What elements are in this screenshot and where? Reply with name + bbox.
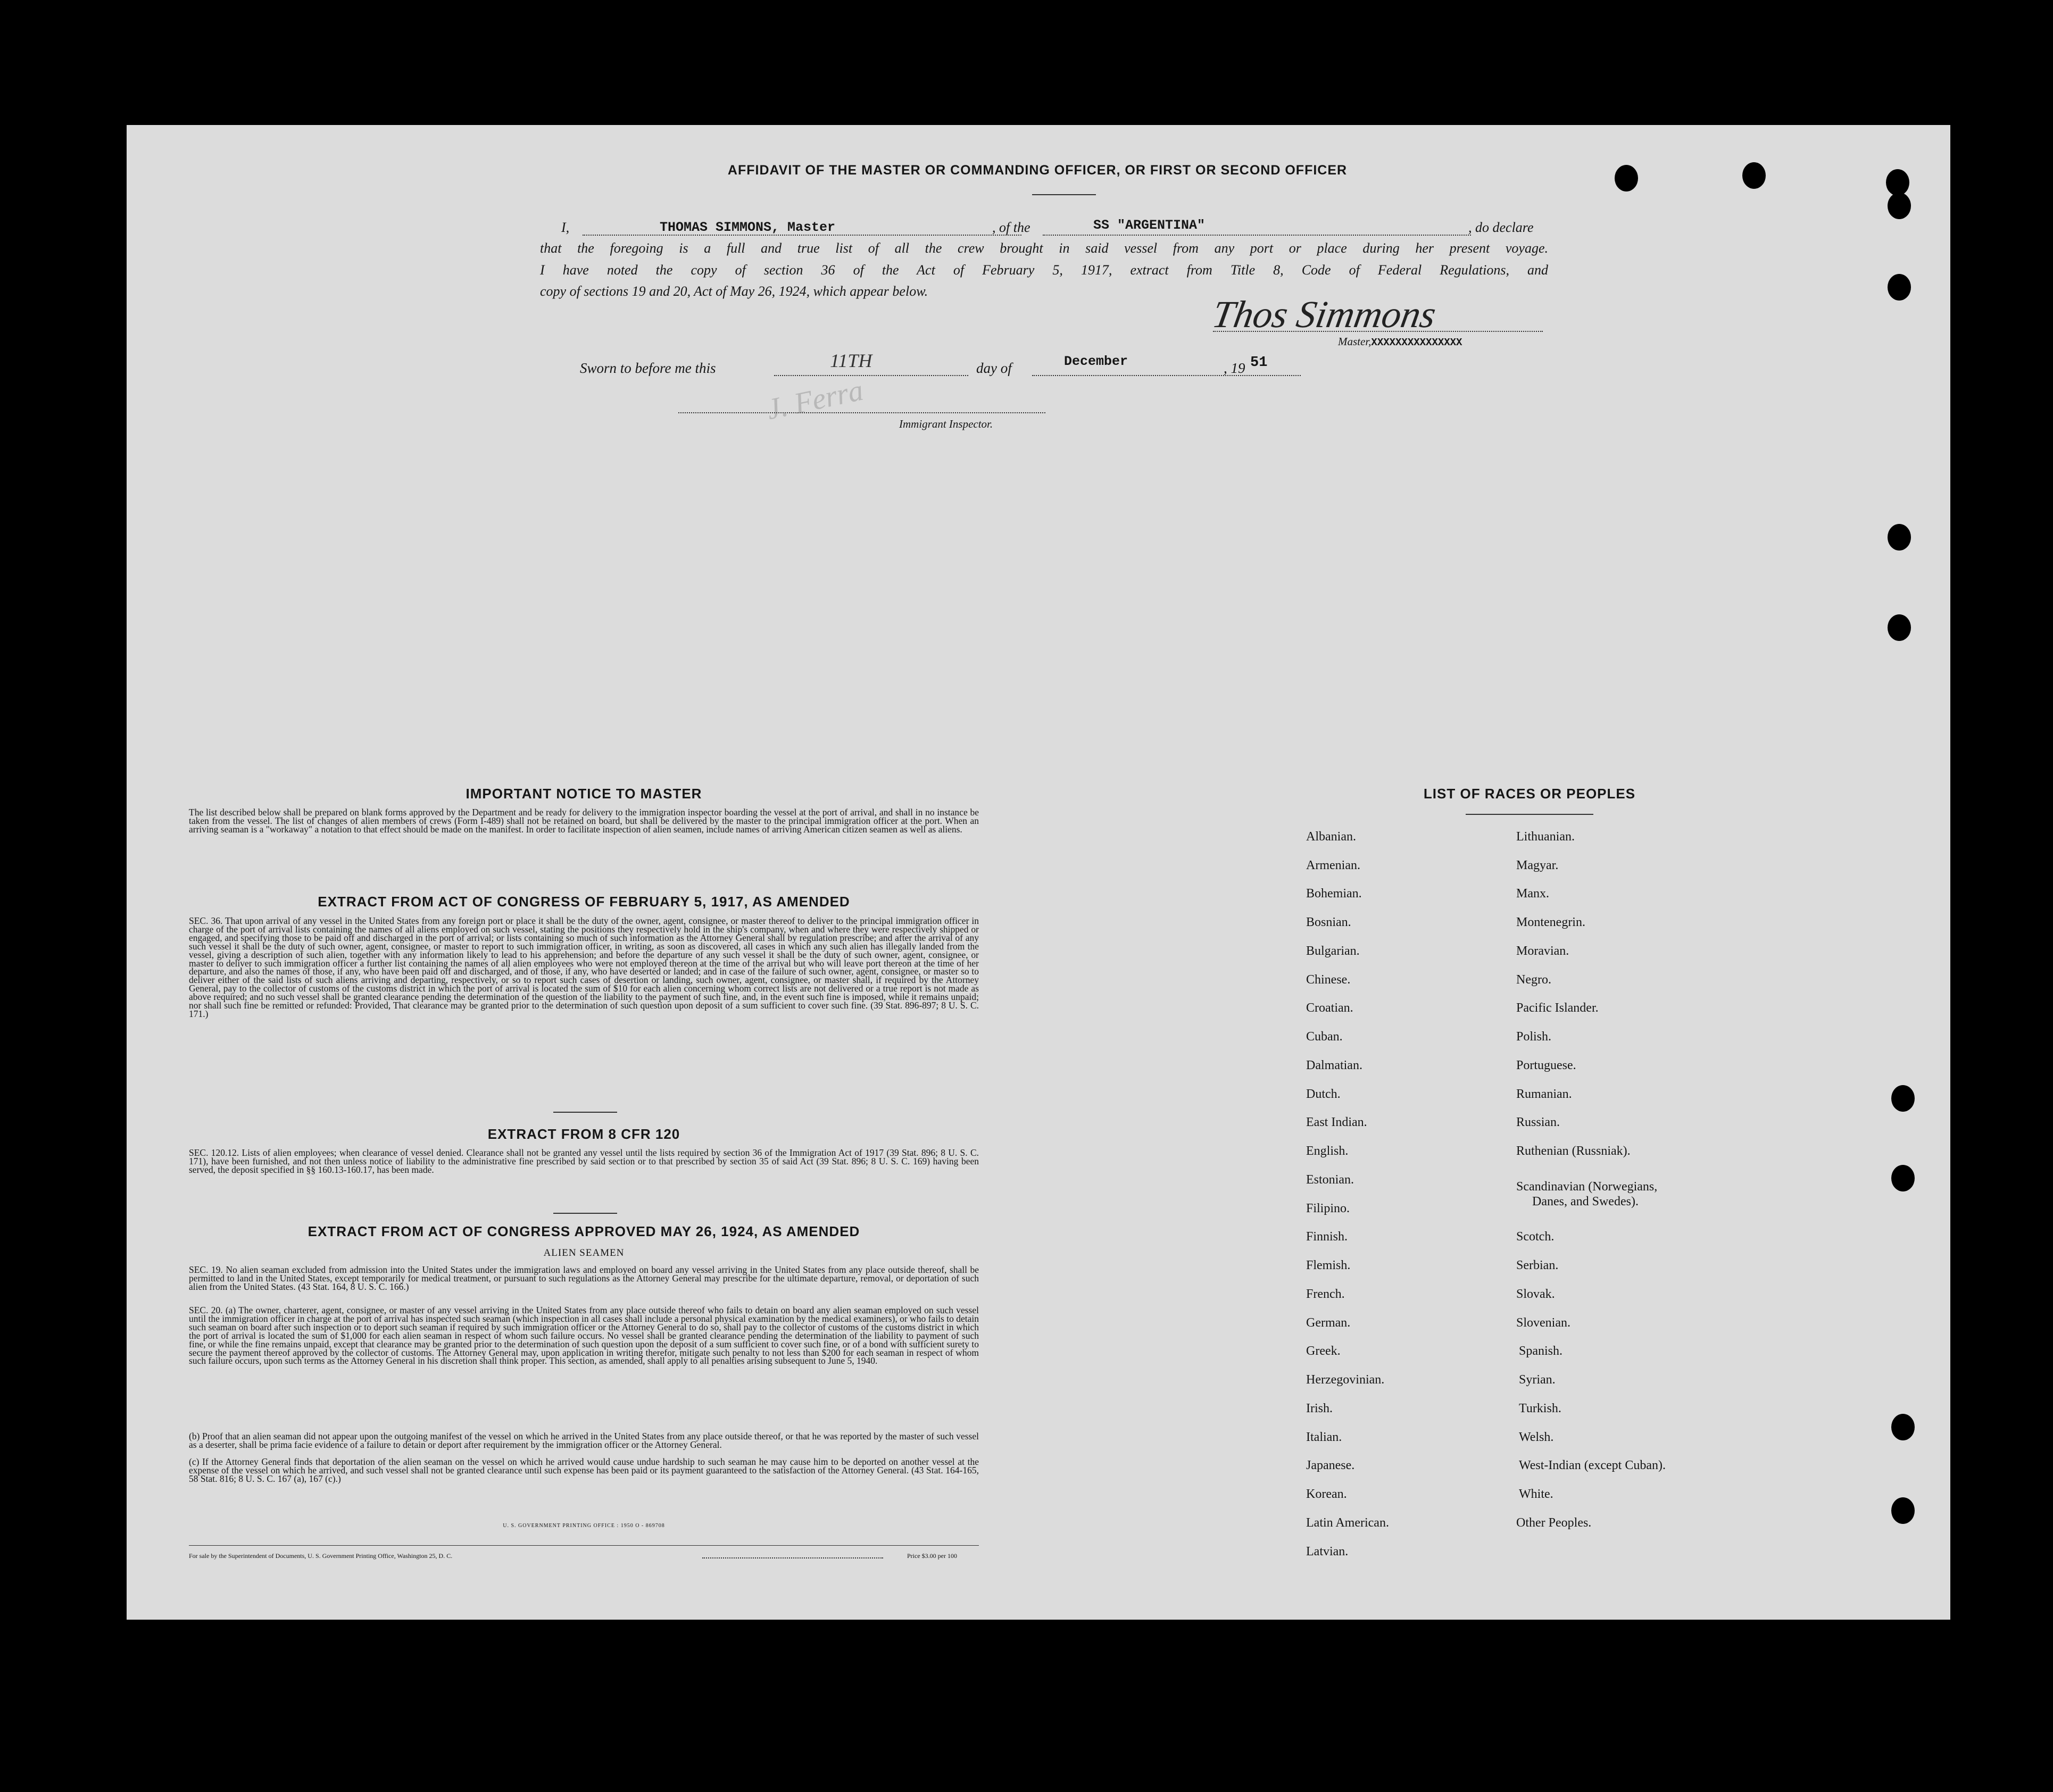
cfr-text: SEC. 120.12. Lists of alien employees; when clearance of vessel denied. Clearance shall not be granted any vessel until the lists required by section 36 of the Immigration Act of 1917 (39 Stat. 896; 8 U. S. C. 171), have been furnished, and not then unless notice of liability to the administrative fine prescribed by said section or to that prescribed by section 35 of said Act (39 Stat. 896; 8 U. S. C. 169) having been served, the deposit specified in §§ 160.13-160.17, has been made.	[189, 1147, 979, 1175]
sec20c-text: (c) If the Attorney General finds that deportation of the alien seaman on the vessel on which he arrived would cause undue hardship to such seaman he may cause him to be deported on another vessel at the expense of the vessel on which he arrived, and such vessel shall not be granted clearance until such expense has been paid or its payment guaranteed to the satisfaction of the Attorney General. (43 Stat. 164-165, 58 Stat. 816; 8 U. S. C. 167 (a), 167 (c).)	[189, 1456, 979, 1484]
punch-hole	[1888, 614, 1911, 641]
race-item: Irish.	[1306, 1402, 1333, 1415]
race-item: Dutch.	[1306, 1087, 1341, 1101]
extract-1917-text: SEC. 36. That upon arrival of any vessel in the United States from any foreign port or place it shall be the duty of the owner, agent, consignee, or master thereof to deliver to the principal immigration officer in charge of the port of arrival lists containing the names of all aliens employed on such vessel, stating the positions they respectively hold in the ship's company, when and where they were respectively shipped or engaged, and specifying those to be paid off and discharged in the port of arrival; or lists containing so much of such information as the Attorney General shall by regulation prescribe; and after the arrival of any such vessel it shall be the duty of such owner, agent, consignee, or master to report to such immigration officer, in writing, as soon as discovered, all cases in which any such alien has illegally landed from the vessel, giving a description of such alien, together with any information likely to lead to his apprehension; and before the departure of any such vessel it shall be the duty of such owner, agent, consignee, or master to deliver to such immigration officer a further list containing the names of all alien employees who were not employed thereon at the time of the arrival but who will leave port thereon at the time of her departure, and also the names of those, if any, who have been paid off and discharged, and of those, if any, who have deserted or landed; and in case of the failure of such owner, agent, consignee, or master so to deliver either of the said lists of such aliens arriving and departing, respectively, or so to report such cases of desertion or landing, such owner, agent, consignee, or master shall, if required by the Attorney General, pay to the collector of customs of the customs district in which the port of arrival is located the sum of $10 for each alien concerning whom correct lists are not delivered or a true report is not made as above required; and no such vessel shall be granted clearance pending the determination of the question of the liability to the payment of such fine, and, in the event such fine is imposed, while it remains unpaid; nor shall such fine be remitted or refunded: Provided, That clearance may be granted prior to the determination of such question upon deposit of a sum sufficient to cover such fine. (39 Stat. 896-897; 8 U. S. C. 171.)	[189, 915, 979, 1019]
race-item: West-Indian (except Cuban).	[1519, 1458, 1666, 1472]
punch-hole	[1888, 524, 1911, 551]
race-item: Turkish.	[1519, 1402, 1561, 1415]
race-item: English.	[1306, 1144, 1349, 1158]
race-item: Bohemian.	[1306, 887, 1362, 901]
footer-rule	[189, 1545, 979, 1546]
divider	[553, 1213, 617, 1214]
title-rule	[1032, 194, 1096, 195]
affidavit-line-4: copy of sections 19 and 20, Act of May 26, 1924, which appear below.	[540, 284, 928, 299]
master-struck: XXXXXXXXXXXXXXX	[1371, 337, 1462, 348]
printing-office-line: U. S. GOVERNMENT PRINTING OFFICE : 1950 O - 869708	[503, 1523, 665, 1529]
sec20b-text: (b) Proof that an alien seaman did not appear upon the outgoing manifest of the vessel on which he arrived in the United States from any place outside thereof, or that he was reported by the master of such vessel as a deserter, shall be prima facie evidence of a failure to detain or deport after requirement by the immigration officer or the Attorney General.	[189, 1431, 979, 1450]
races-title: LIST OF RACES OR PEOPLES	[1423, 786, 1636, 802]
punch-hole	[1891, 1165, 1915, 1191]
race-item: Ruthenian (Russniak).	[1516, 1144, 1631, 1158]
race-item: Latin American.	[1306, 1516, 1389, 1530]
race-item: Montenegrin.	[1516, 915, 1585, 929]
race-item: East Indian.	[1306, 1115, 1367, 1129]
signature-dotline	[1213, 331, 1543, 332]
race-item: Welsh.	[1519, 1430, 1554, 1444]
race-item: Danes, and Swedes).	[1532, 1195, 1639, 1208]
race-item: German.	[1306, 1316, 1351, 1330]
race-item: Estonian.	[1306, 1173, 1354, 1187]
master-label: Master,	[1338, 335, 1372, 348]
extract-1917-title: EXTRACT FROM ACT OF CONGRESS OF FEBRUARY 5, 1917, AS AMENDED	[318, 894, 850, 910]
punch-hole	[1886, 169, 1909, 196]
race-item: Lithuanian.	[1516, 830, 1575, 844]
notice-title: IMPORTANT NOTICE TO MASTER	[466, 786, 702, 802]
race-item: Finnish.	[1306, 1230, 1348, 1244]
punch-hole	[1888, 274, 1911, 301]
race-item: Rumanian.	[1516, 1087, 1572, 1101]
race-item: Croatian.	[1306, 1001, 1353, 1015]
race-item: Albanian.	[1306, 830, 1356, 844]
race-item: Filipino.	[1306, 1202, 1350, 1215]
alien-seamen-subtitle: ALIEN SEAMEN	[543, 1247, 625, 1258]
cfr-title: EXTRACT FROM 8 CFR 120	[487, 1126, 680, 1142]
race-item: Bosnian.	[1306, 915, 1351, 929]
race-item: Negro.	[1516, 973, 1551, 987]
day-dotline	[774, 375, 968, 376]
inspector-label: Immigrant Inspector.	[899, 418, 993, 430]
affidavit-line-3: I have noted the copy of section 36 of the Act of February 5, 1917, extract from Title 8, Code of Federal Regulations, and	[540, 262, 1548, 278]
race-item: Other Peoples.	[1516, 1516, 1592, 1530]
punch-hole	[1888, 193, 1911, 219]
race-item: Italian.	[1306, 1430, 1342, 1444]
race-item: Portuguese.	[1516, 1058, 1576, 1072]
footer-left: For sale by the Superintendent of Documents, U. S. Government Printing Office, Washington 25, D. C.	[189, 1552, 453, 1560]
affidavit-line-1	[561, 220, 1551, 241]
inspector-signature: J. Ferra	[763, 373, 866, 427]
race-item: Flemish.	[1306, 1258, 1351, 1272]
affidavit-line-2: that the foregoing is a full and true list of all the crew brought in said vessel from any port or place during her present voyage.	[540, 240, 1548, 256]
month-dotline	[1032, 375, 1301, 376]
punch-hole	[1891, 1497, 1915, 1524]
races-rule	[1466, 814, 1593, 815]
race-item: White.	[1519, 1487, 1553, 1501]
notice-text: The list described below shall be prepared on blank forms approved by the Department and be ready for delivery to the immigration inspector boarding the vessel at the port of arrival, and shall in no instance be taken from the vessel. The list of changes of alien members of crews (Form I-489) shall not be retained on board, but shall be delivered by the master to the principal immigration officer at the port. When an arriving seaman is a "workaway" a notation to that effect should be made on the manifest. In order to facilitate inspection of alien seamen, include names of arriving American citizen seamen as well as aliens.	[189, 807, 979, 835]
punch-hole	[1891, 1085, 1915, 1112]
race-item: Manx.	[1516, 887, 1549, 901]
vessel-dotline	[1043, 235, 1471, 236]
race-item: French.	[1306, 1287, 1345, 1301]
inspector-dotline	[678, 412, 1045, 413]
footer-right: Price $3.00 per 100	[907, 1552, 957, 1560]
race-item: Magyar.	[1516, 859, 1559, 872]
of-the-label: , of the	[992, 220, 1030, 235]
race-item: Slovenian.	[1516, 1316, 1570, 1330]
sec19-text: SEC. 19. No alien seaman excluded from admission into the United States under the immigration laws and employed on board any vessel arriving in the United States from any place outside thereof, shall be permitted to land in the United States, except temporarily for medical treatment, or pursuant to such regulations as the Attorney General may prescribe for the ultimate departure, removal, or deportation of such alien from the United States. (43 Stat. 164, 8 U. S. C. 166.)	[189, 1264, 979, 1292]
race-item: Cuban.	[1306, 1030, 1343, 1044]
race-item: Dalmatian.	[1306, 1058, 1362, 1072]
race-item: Korean.	[1306, 1487, 1347, 1501]
sworn-line	[580, 350, 1325, 380]
month-value: December	[1064, 354, 1128, 369]
race-item: Spanish.	[1519, 1344, 1563, 1358]
master-name: THOMAS SIMMONS, Master	[660, 220, 836, 235]
punch-hole	[1615, 165, 1638, 191]
day-of-label: day of	[976, 360, 1012, 376]
vessel-name: SS "ARGENTINA"	[1093, 218, 1206, 233]
punch-hole	[1742, 162, 1766, 189]
footer-dotline	[702, 1557, 883, 1558]
i-label: I,	[561, 220, 570, 235]
race-item: Scotch.	[1516, 1230, 1555, 1244]
affidavit-title: AFFIDAVIT OF THE MASTER OR COMMANDING OFFICER, OR FIRST OR SECOND OFFICER	[727, 163, 1348, 178]
punch-hole	[1891, 1414, 1915, 1440]
master-signature: Thos Simmons	[1209, 293, 1440, 336]
day-value: 11TH	[830, 350, 872, 371]
race-item: Russian.	[1516, 1115, 1560, 1129]
sec20a-text: SEC. 20. (a) The owner, charterer, agent, consignee, or master of any vessel arriving in the United States from any place outside thereof who fails to detain on board any alien seaman employed on such vessel until the immigration officer in charge at the port of arrival has inspected such seaman (which inspection in all cases shall include a personal physical examination by the medical examiners), or who fails to detain such seaman on board after such inspection or to deport such seaman if required by such immigration officer or the Attorney General to do so, shall pay to the collector of customs of the customs district in which the port of arrival is located the sum of $1,000 for each alien seaman in respect of whom such failure occurs. No vessel shall be granted clearance pending the determination of the liability to payment of such fine, or while the fine remains unpaid, except that clearance may be granted prior to the determination of such question upon the deposit of a sum sufficient to cover such fine, or of a bond with sufficient surety to secure the payment thereof approved by the collector of customs. The Attorney General may, upon application in writing therefor, mitigate such penalty to not less than $200 for each seaman in respect of whom such failure occurs, upon such terms as the Attorney General in his discretion shall think proper. This section, as amended, shall apply to all penalties arising subsequent to June 5, 1940.	[189, 1305, 979, 1366]
extract-1924-title: EXTRACT FROM ACT OF CONGRESS APPROVED MAY 26, 1924, AS AMENDED	[307, 1223, 860, 1239]
race-item: Moravian.	[1516, 944, 1569, 958]
race-item: Armenian.	[1306, 859, 1360, 872]
sworn-label: Sworn to before me this	[580, 360, 716, 376]
year-prefix: , 19	[1224, 360, 1245, 376]
race-item: Bulgarian.	[1306, 944, 1360, 958]
race-item: Scandinavian (Norwegians,	[1516, 1180, 1658, 1194]
race-item: Pacific Islander.	[1516, 1001, 1599, 1015]
year-value: 51	[1250, 355, 1268, 371]
race-item: Herzegovinian.	[1306, 1373, 1385, 1387]
divider	[553, 1112, 617, 1113]
document-sheet	[127, 125, 1950, 1620]
race-item: Serbian.	[1516, 1258, 1559, 1272]
race-item: Latvian.	[1306, 1545, 1349, 1558]
race-item: Syrian.	[1519, 1373, 1556, 1387]
race-item: Slovak.	[1516, 1287, 1555, 1301]
race-item: Japanese.	[1306, 1458, 1355, 1472]
race-item: Polish.	[1516, 1030, 1552, 1044]
master-title	[1338, 335, 1462, 348]
race-item: Greek.	[1306, 1344, 1341, 1358]
declare-label: , do declare	[1468, 220, 1534, 235]
race-item: Chinese.	[1306, 973, 1351, 987]
